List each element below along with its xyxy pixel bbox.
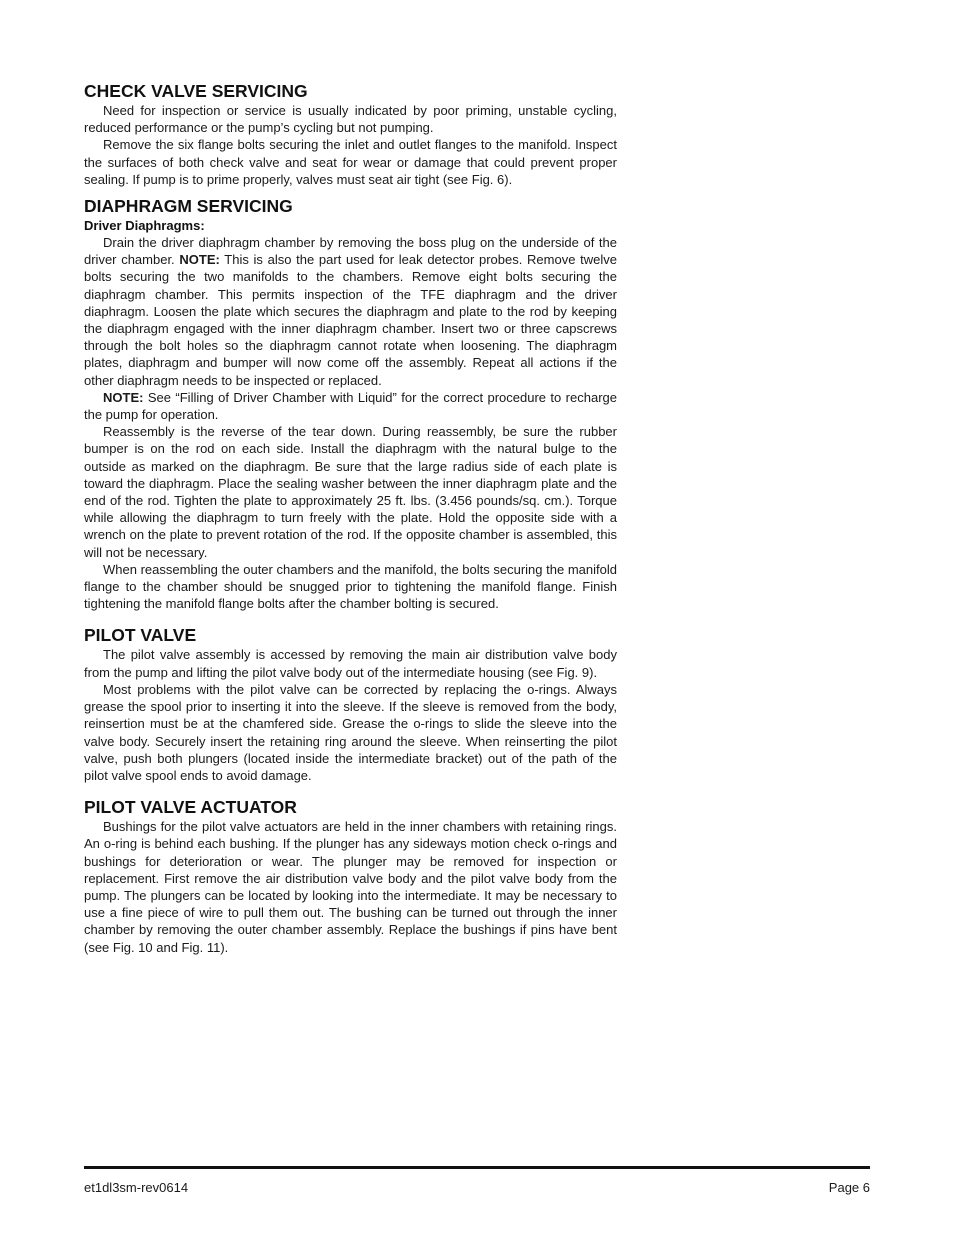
paragraph: When reassembling the outer chambers and the manifold, the bolts securing the manifold flange to the chamber should be snugged prior to tightening the manifold flange. Finish tightening the manifold flange bolts after the chamber bolting is secured.	[84, 561, 617, 612]
page-content	[84, 80, 617, 956]
paragraph	[84, 234, 617, 389]
text-run: Drain the driver diaphragm chamber by removing the boss plug on the underside of the driver chamber.	[84, 235, 617, 268]
footer-doc-id: et1dl3sm-rev0614	[84, 1180, 189, 1195]
subheading-driver-diaphragms: Driver Diaphragms:	[84, 218, 205, 234]
section-heading-pilot-valve: PILOT VALVE	[84, 625, 197, 646]
section-heading-pilot-valve-actuator: PILOT VALVE ACTUATOR	[84, 797, 297, 818]
paragraph: Reassembly is the reverse of the tear down. During reassembly, be sure the rubber bumper is on the rod on each side. Install the diaphragm with the natural bulge to the outside as marked on the diaphragm. Be sure that the large radius side of each plate is toward the diaphragm. Place the sealing washer between the inner diaphragm plate and the end of the rod. Tighten the plate to approximately 25 ft. lbs. (3.456 pounds/sq. cm.). Torque while allowing the diaphragm to turn freely with the plate. Hold the opposite side with a wrench on the plate to prevent rotation of the rod. If the opposite chamber is assembled, this will not be necessary.	[84, 424, 617, 560]
paragraph: Bushings for the pilot valve actuators are held in the inner chambers with retaining rings. An o-ring is behind each bushing. If the plunger has any sideways motion check o-rings and bushings for deterioration or wear. The plunger may be removed for inspection or replacement. First remove the air distribution valve body and the pilot valve body from the pump. The plungers can be located by looking into the intermediate. It may be necessary to use a fine piece of wire to pull them out. The bushing can be turned out through the inner chamber by removing the outer chamber assembly. Replace the bushings if pins have bent (see Fig. 10 and Fig. 11).	[84, 819, 617, 955]
paragraph	[84, 389, 617, 423]
footer-divider	[84, 1166, 870, 1169]
paragraph: Most problems with the pilot valve can be corrected by replacing the o-rings. Always grease the spool prior to inserting it into the sleeve. If the sleeve is removed from the body, reinsertion must be at the chamfered side. Grease the o-rings to slide the sleeve into the valve body. Securely insert the retaining ring around the sleeve. When reinserting the pilot valve, push both plungers (located inside the intermediate bracket) out of the path of the pilot valve spool ends to avoid damage.	[84, 681, 617, 783]
text-run: This is also the part used for leak detector probes. Remove twelve bolts securing the two manifolds to the chambers. Remove eight bolts securing the diaphragm chamber. This permits inspection of the TFE diaphragm and the driver diaphragm. Loosen the plate which secures the diaphragm and plate to the rod by keeping the diaphragm engaged with the inner diaphragm chamber. Insert two or three capscrews through the bolt holes so the diaphragm cannot rotate when loosening. The diaphragm plates, diaphragm and bumper will now come off the assembly. Repeat all actions if the other diaphragm needs to be inspected or replaced.	[84, 252, 617, 388]
section-heading-check-valve: CHECK VALVE SERVICING	[84, 81, 308, 101]
paragraph: Remove the six flange bolts securing the inlet and outlet flanges to the manifold. Inspect the surfaces of both check valve and seat for wear or damage that could prevent proper sealing. If pump is to prime properly, valves must seat air tight (see Fig. 6).	[84, 137, 617, 187]
paragraph: Need for inspection or service is usually indicated by poor priming, unstable cycling, reduced performance or the pump’s cycling but not pumping.	[84, 103, 617, 136]
section-heading-diaphragm: DIAPHRAGM SERVICING	[84, 196, 293, 217]
note-label: NOTE:	[179, 252, 220, 268]
footer-page-number: Page 6	[828, 1180, 870, 1195]
paragraph: The pilot valve assembly is accessed by removing the main air distribution valve body from the pump and lifting the pilot valve body out of the intermediate housing (see Fig. 9).	[84, 647, 617, 680]
text-run: See “Filling of Driver Chamber with Liquid” for the correct procedure to recharge the pump for operation.	[84, 389, 617, 423]
note-label: NOTE:	[103, 389, 144, 405]
